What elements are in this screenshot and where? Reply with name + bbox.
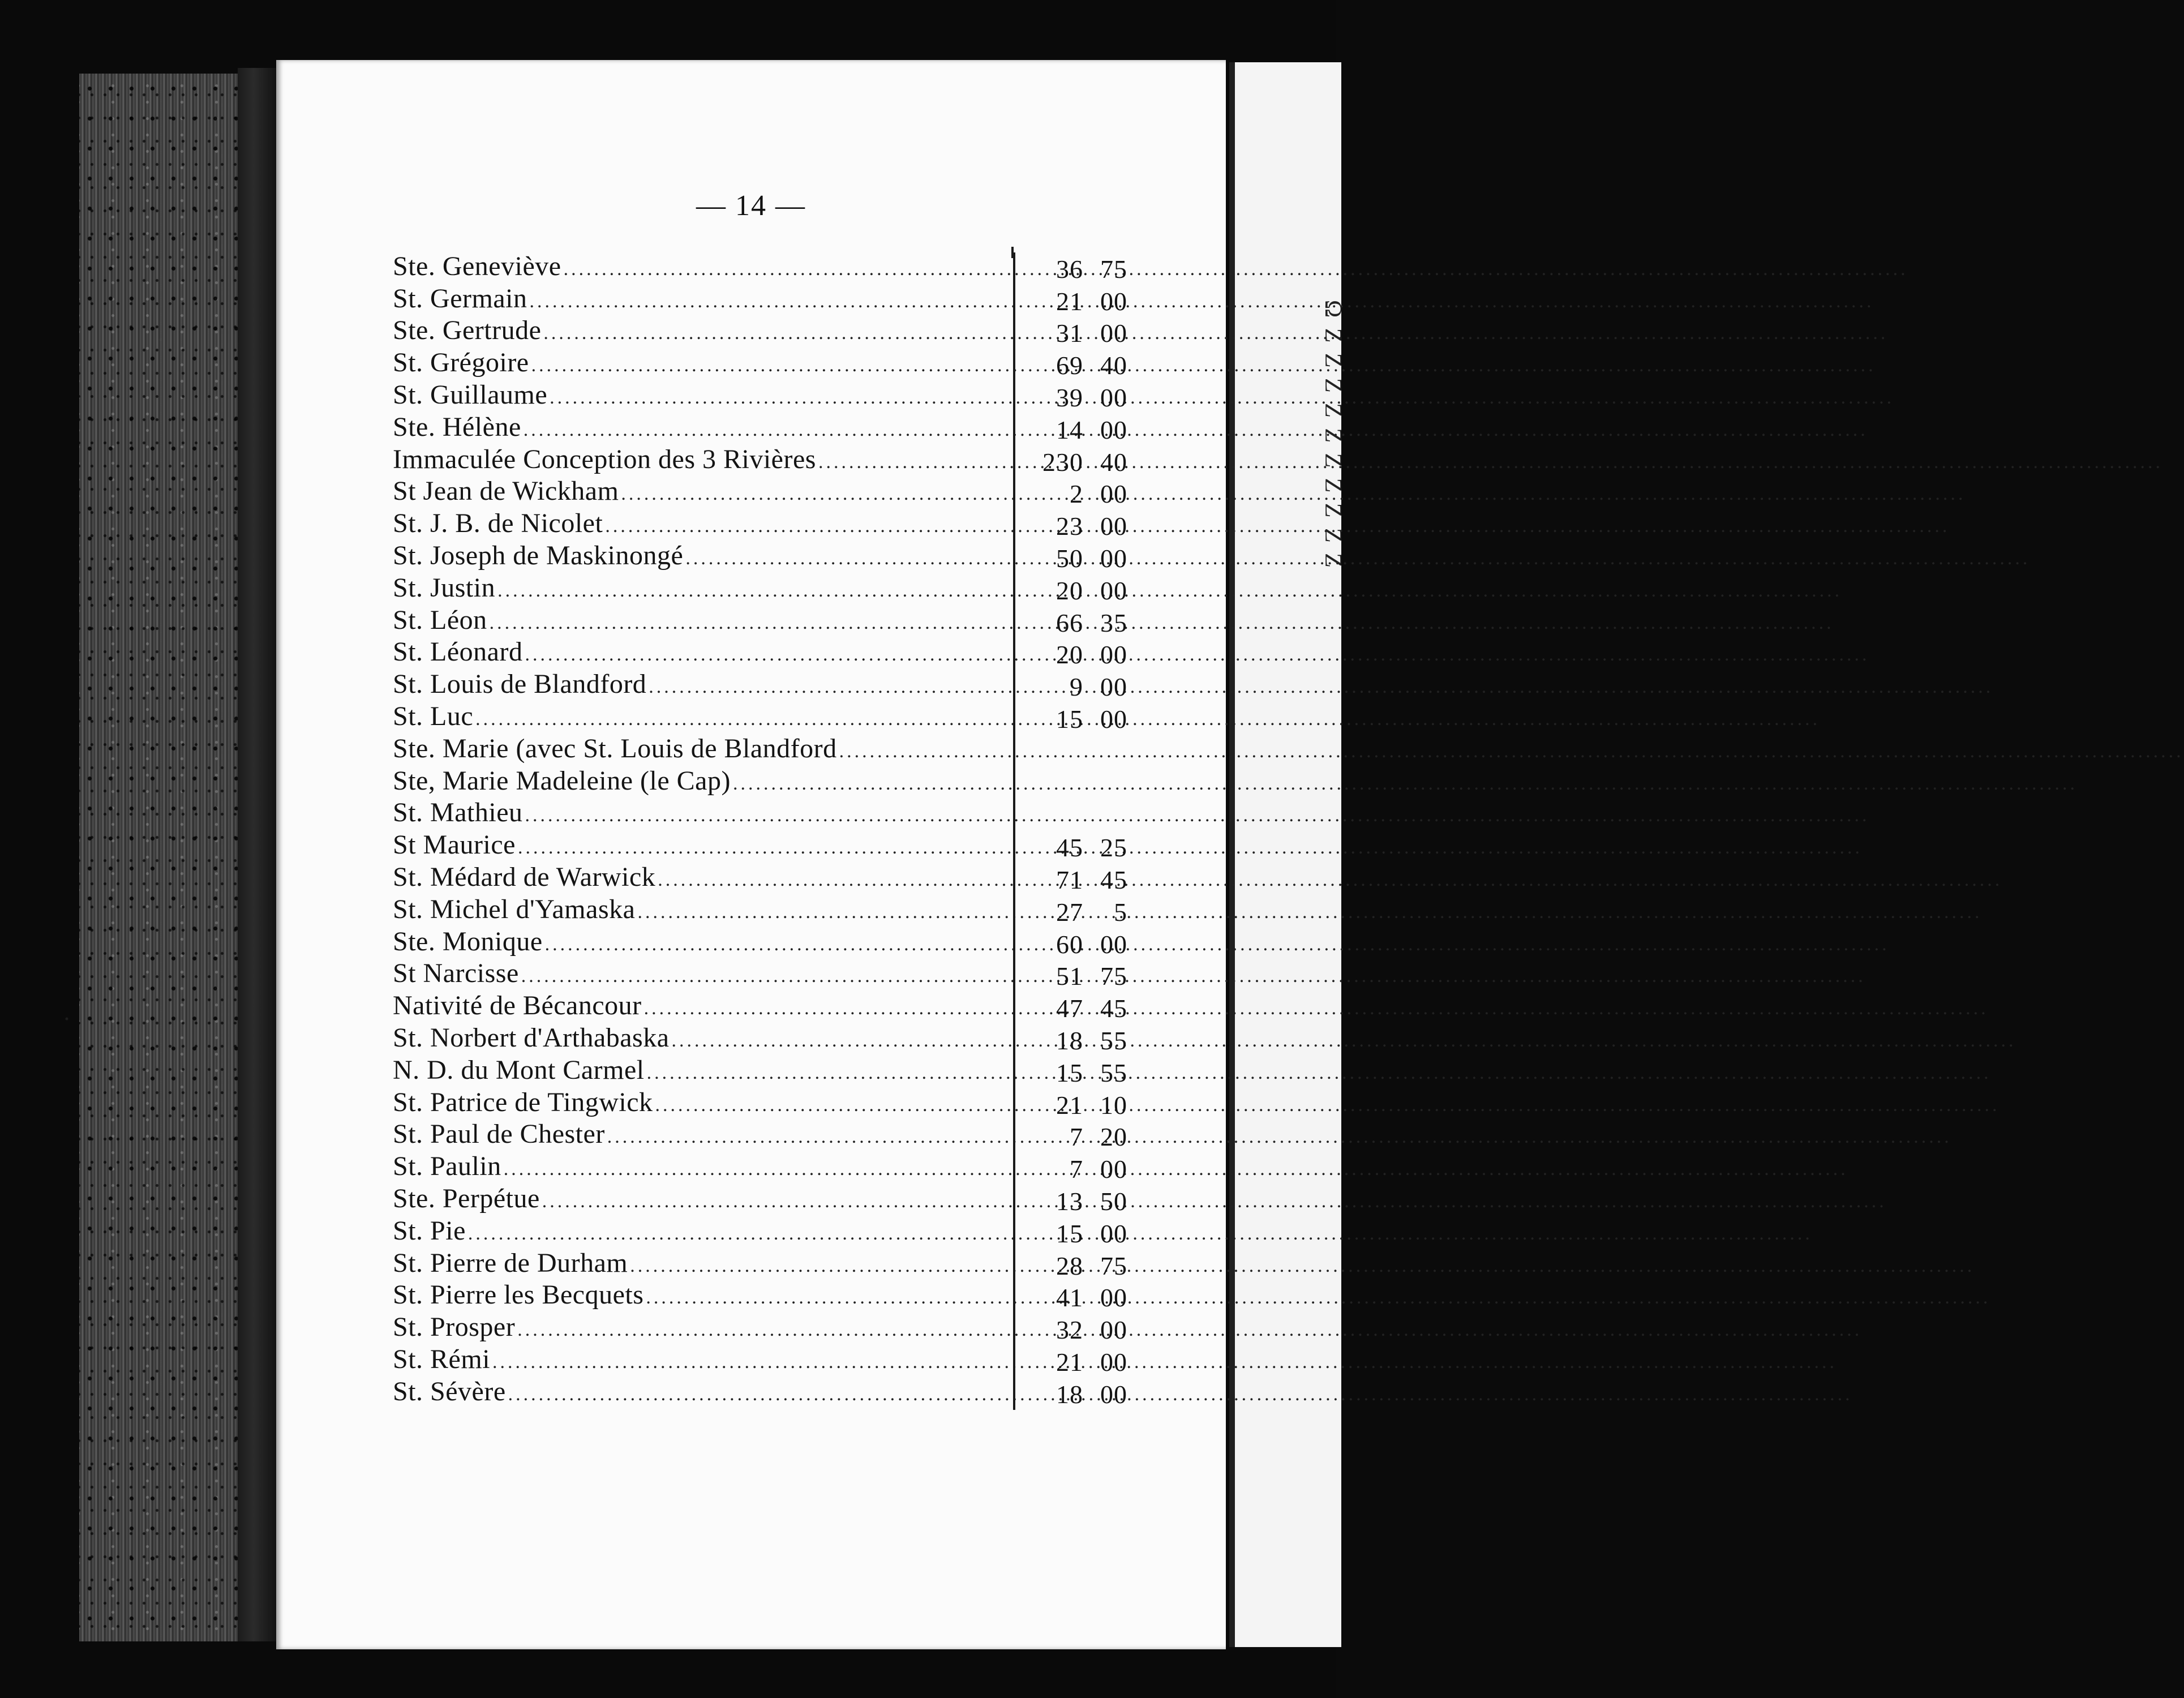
amount-dollars: 69 — [1056, 351, 1083, 380]
list-item — [393, 1056, 1151, 1088]
amount-cell — [1020, 447, 1127, 478]
amount-cents: 00 — [1100, 512, 1127, 541]
dot-leader — [646, 1283, 1990, 1313]
amount-dollars: 66 — [1056, 608, 1083, 637]
amount-cents: 55 — [1100, 1058, 1127, 1087]
amount-cents: 00 — [1100, 543, 1127, 573]
parish-name-cell — [393, 1087, 1010, 1121]
parish-name-cell — [393, 894, 1010, 928]
parish-name: St. Mathieu — [393, 797, 523, 828]
parish-name-cell — [393, 990, 1010, 1024]
column-divider — [1013, 542, 1015, 574]
amount-cell — [1020, 704, 1127, 735]
parish-name: St. Grégoire — [393, 348, 529, 378]
column-divider — [1013, 928, 1015, 960]
parish-name-cell — [393, 605, 1010, 638]
parish-name: St. Léonard — [393, 637, 523, 667]
dot-leader — [475, 704, 1820, 735]
list-item — [393, 285, 1151, 317]
dot-leader — [637, 897, 1982, 928]
amount-cents: 25 — [1100, 833, 1127, 863]
column-divider — [1013, 445, 1015, 478]
dot-leader — [658, 865, 2002, 895]
amount-cell — [1020, 254, 1127, 285]
amount-dollars: 14 — [1056, 415, 1083, 444]
list-item — [393, 1378, 1151, 1410]
amount-cell — [1020, 608, 1127, 638]
amount-dollars: 7 — [1070, 1155, 1083, 1184]
dot-leader — [521, 961, 1866, 992]
dot-leader — [839, 736, 2184, 767]
parish-name-cell — [393, 251, 1010, 285]
parish-name: Ste. Geneviève — [393, 251, 561, 281]
parish-name: St. Prosper — [393, 1312, 516, 1343]
parish-name: Ste. Hélène — [393, 411, 521, 442]
amount-dollars: 21 — [1056, 1090, 1083, 1120]
parish-name: St. Paulin — [393, 1151, 501, 1182]
parish-name-cell — [393, 701, 1010, 735]
amount-cents: 00 — [1100, 1315, 1127, 1345]
parish-name: Ste, Marie Madeleine (le Cap) — [393, 765, 731, 796]
amount-dollars: 71 — [1056, 865, 1083, 894]
amount-cents: 00 — [1100, 319, 1127, 348]
amount-cell — [1020, 865, 1127, 895]
amount-cents: 00 — [1100, 672, 1127, 702]
dot-leader — [517, 1315, 1862, 1345]
column-divider — [1013, 1152, 1015, 1185]
column-divider — [1013, 1056, 1015, 1088]
amount-dollars: 20 — [1056, 576, 1083, 605]
amount-cents: 75 — [1100, 962, 1127, 991]
column-divider — [1013, 1249, 1015, 1281]
parish-name-cell — [393, 1023, 1010, 1056]
parish-name-cell — [393, 637, 1010, 670]
column-divider — [1013, 992, 1015, 1024]
amount-cell — [1020, 415, 1127, 445]
parish-name-cell — [393, 862, 1010, 895]
column-divider — [1013, 1185, 1015, 1217]
column-divider — [1013, 381, 1015, 413]
dot-leader — [630, 1251, 1975, 1281]
amount-cell — [1020, 1379, 1127, 1410]
amount-cell — [1020, 1026, 1127, 1056]
amount-dollars: 2 — [1070, 479, 1083, 509]
dot-leader — [607, 1122, 1952, 1152]
column-divider — [1013, 285, 1015, 317]
list-item — [393, 413, 1151, 445]
parish-name: Ste. Gertrude — [393, 315, 542, 346]
amount-cents: 00 — [1100, 415, 1127, 444]
parish-name-cell — [393, 1055, 1010, 1088]
dot-leader — [672, 1026, 2016, 1056]
amount-dollars: 45 — [1056, 833, 1083, 863]
column-divider — [1013, 895, 1015, 928]
dot-leader — [545, 929, 1890, 960]
amount-cents: 40 — [1100, 351, 1127, 380]
parish-name-cell — [393, 380, 1010, 413]
amount-cents: 55 — [1100, 1026, 1127, 1055]
amount-cents: 00 — [1100, 1379, 1127, 1409]
column-divider — [1013, 1378, 1015, 1410]
parish-name-cell — [393, 1216, 1010, 1249]
column-divider — [1013, 413, 1015, 445]
parish-name: St. J. B. de Nicolet — [393, 508, 603, 539]
list-item — [393, 317, 1151, 349]
amount-cents: 00 — [1100, 640, 1127, 670]
amount-cell — [1020, 993, 1127, 1024]
amount-cents: 35 — [1100, 608, 1127, 637]
parish-name: Immaculée Conception des 3 Rivières — [393, 444, 816, 474]
column-divider — [1013, 1217, 1015, 1249]
list-item — [393, 445, 1151, 478]
amount-cell — [1020, 1154, 1127, 1185]
list-item — [393, 928, 1151, 960]
amount-dollars: 36 — [1056, 254, 1083, 284]
column-divider — [1013, 960, 1015, 992]
amount-dollars: 15 — [1056, 1219, 1083, 1248]
amount-cell — [1020, 1090, 1127, 1121]
parish-name: St. Germain — [393, 283, 527, 314]
dot-leader — [621, 479, 1966, 509]
dot-leader — [564, 254, 1908, 285]
parish-name-cell — [393, 1280, 1010, 1313]
list-item — [393, 1217, 1151, 1249]
amount-cell — [1020, 1347, 1127, 1378]
amount-cents: 00 — [1100, 1219, 1127, 1248]
list-item — [393, 1121, 1151, 1153]
amount-dollars: 31 — [1056, 319, 1083, 348]
amount-cell — [1020, 1251, 1127, 1281]
list-item — [393, 702, 1151, 735]
amount-cell — [1020, 318, 1127, 349]
parish-name-cell — [393, 1312, 1010, 1345]
parish-name: Ste. Monique — [393, 926, 543, 957]
parish-name-cell — [393, 348, 1010, 381]
amount-cell — [1020, 1219, 1127, 1249]
amount-cents: 00 — [1100, 1347, 1127, 1377]
list-item — [393, 252, 1151, 285]
parish-name: St. Léon — [393, 604, 487, 635]
dot-leader — [492, 1347, 1837, 1378]
amount-dollars: 32 — [1056, 1315, 1083, 1345]
amount-dollars: 20 — [1056, 640, 1083, 670]
amount-cents: 75 — [1100, 254, 1127, 284]
parish-name: St. Luc — [393, 701, 474, 731]
amount-dollars: 15 — [1056, 704, 1083, 734]
dot-leader — [550, 383, 1894, 413]
column-divider — [1013, 509, 1015, 542]
amount-cents: 00 — [1100, 383, 1127, 412]
column-divider — [1013, 670, 1015, 702]
parish-name-cell — [393, 1248, 1010, 1281]
parish-name: St. Norbert d'Arthabaska — [393, 1022, 670, 1053]
amount-cents: 00 — [1100, 576, 1127, 605]
column-divider — [1013, 1313, 1015, 1345]
list-item — [393, 1185, 1151, 1217]
amount-dollars: 47 — [1056, 994, 1083, 1023]
list-item — [393, 799, 1151, 831]
list-item — [393, 509, 1151, 542]
dot-leader — [529, 286, 1874, 317]
amount-cents: 5 — [1114, 897, 1127, 927]
amount-cents: 00 — [1100, 1155, 1127, 1184]
parish-name: St Maurice — [393, 830, 516, 860]
parish-name: Ste. Perpétue — [393, 1183, 540, 1214]
parish-name: St. Pie — [393, 1215, 466, 1246]
list-item — [393, 542, 1151, 574]
dot-leader — [733, 769, 2078, 799]
parish-name: Nativité de Bécancour — [393, 990, 642, 1021]
column-divider — [1013, 831, 1015, 863]
amount-dollars: 9 — [1070, 672, 1083, 702]
parish-name: St. Louis de Blandford — [393, 669, 647, 700]
amount-cell — [1020, 1283, 1127, 1313]
dot-leader — [649, 672, 1993, 702]
amount-cell — [1020, 833, 1127, 863]
dot-leader — [647, 1058, 1992, 1088]
list-item — [393, 1281, 1151, 1314]
column-divider — [1013, 317, 1015, 349]
parish-name: St. Pierre de Durham — [393, 1247, 628, 1278]
amount-cents: 00 — [1100, 704, 1127, 734]
amount-cents: 00 — [1100, 929, 1127, 959]
column-divider — [1013, 863, 1015, 895]
parish-name: St. Médard de Warwick — [393, 861, 656, 892]
parish-name-cell — [393, 1377, 1010, 1410]
list-item — [393, 831, 1151, 863]
amount-cell — [1020, 350, 1127, 381]
column-divider — [1013, 1281, 1015, 1314]
document-page — [276, 60, 1226, 1649]
parish-name: St. Paul de Chester — [393, 1119, 605, 1150]
amount-cents: 00 — [1100, 1283, 1127, 1313]
parish-name: St. Pierre les Becquets — [393, 1280, 644, 1310]
amount-cell — [1020, 897, 1127, 928]
parish-name-cell — [393, 766, 1010, 799]
dot-leader — [644, 993, 1989, 1024]
parish-name-cell — [393, 315, 1010, 349]
listing-rows — [393, 252, 1151, 1410]
parish-name-cell — [393, 1184, 1010, 1217]
amount-cell — [1020, 543, 1127, 574]
amount-cell — [1020, 1186, 1127, 1217]
amount-cell — [1020, 1315, 1127, 1345]
list-item — [393, 670, 1151, 702]
amount-cents: 20 — [1100, 1122, 1127, 1152]
parish-name: St. Sévère — [393, 1376, 506, 1407]
amount-cell — [1020, 1058, 1127, 1088]
amount-cell — [1020, 479, 1127, 509]
parish-name-cell — [393, 1119, 1010, 1152]
amount-cents: 10 — [1100, 1090, 1127, 1120]
dot-leader — [605, 511, 1950, 542]
list-item — [393, 1313, 1151, 1345]
amount-cents: 00 — [1100, 479, 1127, 509]
amount-dollars: 28 — [1056, 1251, 1083, 1280]
parish-name: St. Guillaume — [393, 379, 548, 410]
amount-cell — [1020, 383, 1127, 413]
parish-listing — [393, 252, 1151, 1410]
column-divider — [1013, 1345, 1015, 1378]
amount-dollars: 13 — [1056, 1186, 1083, 1216]
amount-dollars: 50 — [1056, 543, 1083, 573]
column-divider — [1013, 574, 1015, 606]
amount-dollars: 21 — [1056, 286, 1083, 316]
amount-dollars: 60 — [1056, 929, 1083, 959]
column-divider — [1013, 702, 1015, 735]
parish-name-cell — [393, 573, 1010, 606]
list-item — [393, 1345, 1151, 1378]
parish-name-cell — [393, 541, 1010, 574]
dot-leader — [525, 640, 1869, 670]
parish-name-cell — [393, 1344, 1010, 1378]
list-item — [393, 478, 1151, 510]
dot-leader — [542, 1186, 1887, 1217]
amount-dollars: 39 — [1056, 383, 1083, 412]
parish-name: Ste. Marie (avec St. Louis de Blandford — [393, 733, 837, 764]
amount-cents: 00 — [1100, 286, 1127, 316]
dot-leader — [524, 415, 1868, 445]
column-divider — [1013, 767, 1015, 799]
dot-leader — [468, 1219, 1813, 1249]
parish-name: St. Patrice de Tingwick — [393, 1087, 653, 1117]
parish-name-cell — [393, 1151, 1010, 1185]
column-divider — [1013, 478, 1015, 510]
parish-name: N. D. du Mont Carmel — [393, 1054, 645, 1085]
column-divider — [1013, 1121, 1015, 1153]
parish-name-cell — [393, 412, 1010, 445]
list-item — [393, 574, 1151, 606]
column-divider — [1013, 1024, 1015, 1056]
parish-name-cell — [393, 797, 1010, 831]
list-item — [393, 349, 1151, 381]
list-item — [393, 1088, 1151, 1121]
amount-cell — [1020, 286, 1127, 317]
amount-cents: 40 — [1100, 447, 1127, 477]
amount-cell — [1020, 672, 1127, 702]
column-divider — [1013, 252, 1015, 285]
amount-dollars: 7 — [1070, 1122, 1083, 1152]
list-item — [393, 606, 1151, 638]
amount-dollars: 41 — [1056, 1283, 1083, 1313]
list-item — [393, 735, 1151, 767]
parish-name: St. Rémi — [393, 1344, 491, 1374]
dot-leader — [497, 576, 1842, 606]
parish-name-cell — [393, 284, 1010, 317]
dot-leader — [518, 833, 1863, 863]
amount-cell — [1020, 640, 1127, 670]
parish-name-cell — [393, 508, 1010, 542]
amount-cents: 75 — [1100, 1251, 1127, 1280]
list-item — [393, 767, 1151, 799]
amount-cell — [1020, 511, 1127, 542]
list-item — [393, 863, 1151, 895]
parish-name-cell — [393, 669, 1010, 702]
amount-dollars: 18 — [1056, 1379, 1083, 1409]
dot-leader — [655, 1090, 2000, 1121]
next-page-letters: Ω Z Z Z Z Z Z Z Z Z Z — [1320, 300, 1346, 570]
dot-leader — [685, 543, 2030, 574]
amount-cents: 45 — [1100, 994, 1127, 1023]
amount-cell — [1020, 961, 1127, 992]
list-item — [393, 1024, 1151, 1056]
parish-name-cell — [393, 927, 1010, 960]
dot-leader — [508, 1379, 1853, 1410]
parish-name: St. Justin — [393, 572, 496, 603]
parish-name-cell — [393, 830, 1010, 863]
parish-name-cell — [393, 444, 1010, 478]
column-divider — [1013, 735, 1015, 767]
list-item — [393, 1249, 1151, 1281]
amount-dollars: 23 — [1056, 512, 1083, 541]
amount-cents: 45 — [1100, 865, 1127, 894]
list-item — [393, 638, 1151, 671]
amount-dollars: 15 — [1056, 1058, 1083, 1087]
column-divider — [1013, 1088, 1015, 1121]
list-item — [393, 1152, 1151, 1185]
book-gutter — [238, 68, 277, 1641]
list-item — [393, 992, 1151, 1024]
column-divider — [1013, 638, 1015, 671]
column-divider — [1013, 349, 1015, 381]
amount-dollars: 230 — [1042, 447, 1083, 477]
dot-leader — [490, 608, 1834, 638]
parish-name: St. Joseph de Maskinongé — [393, 540, 684, 571]
parish-name-cell — [393, 476, 1010, 509]
amount-dollars: 21 — [1056, 1347, 1083, 1377]
amount-dollars: 18 — [1056, 1026, 1083, 1055]
column-divider — [1013, 799, 1015, 831]
amount-dollars: 27 — [1056, 897, 1083, 927]
parish-name: St Narcisse — [393, 958, 519, 989]
parish-name: St. Michel d'Yamaska — [393, 894, 636, 924]
amount-cents: 50 — [1100, 1186, 1127, 1216]
parish-name-cell — [393, 734, 1010, 767]
parish-name-cell — [393, 958, 1010, 992]
column-divider — [1013, 606, 1015, 638]
list-item — [393, 381, 1151, 413]
dot-leader — [543, 318, 1888, 349]
amount-dollars: 51 — [1056, 962, 1083, 991]
dot-leader — [504, 1154, 1848, 1185]
amount-cell — [1020, 1122, 1127, 1152]
dot-leader — [531, 350, 1876, 381]
amount-cell — [1020, 929, 1127, 960]
parish-name: St Jean de Wickham — [393, 476, 619, 507]
list-item — [393, 960, 1151, 992]
amount-cell — [1020, 576, 1127, 606]
list-item — [393, 895, 1151, 928]
page-number: — 14 — — [696, 190, 806, 222]
dot-leader — [525, 800, 1870, 831]
